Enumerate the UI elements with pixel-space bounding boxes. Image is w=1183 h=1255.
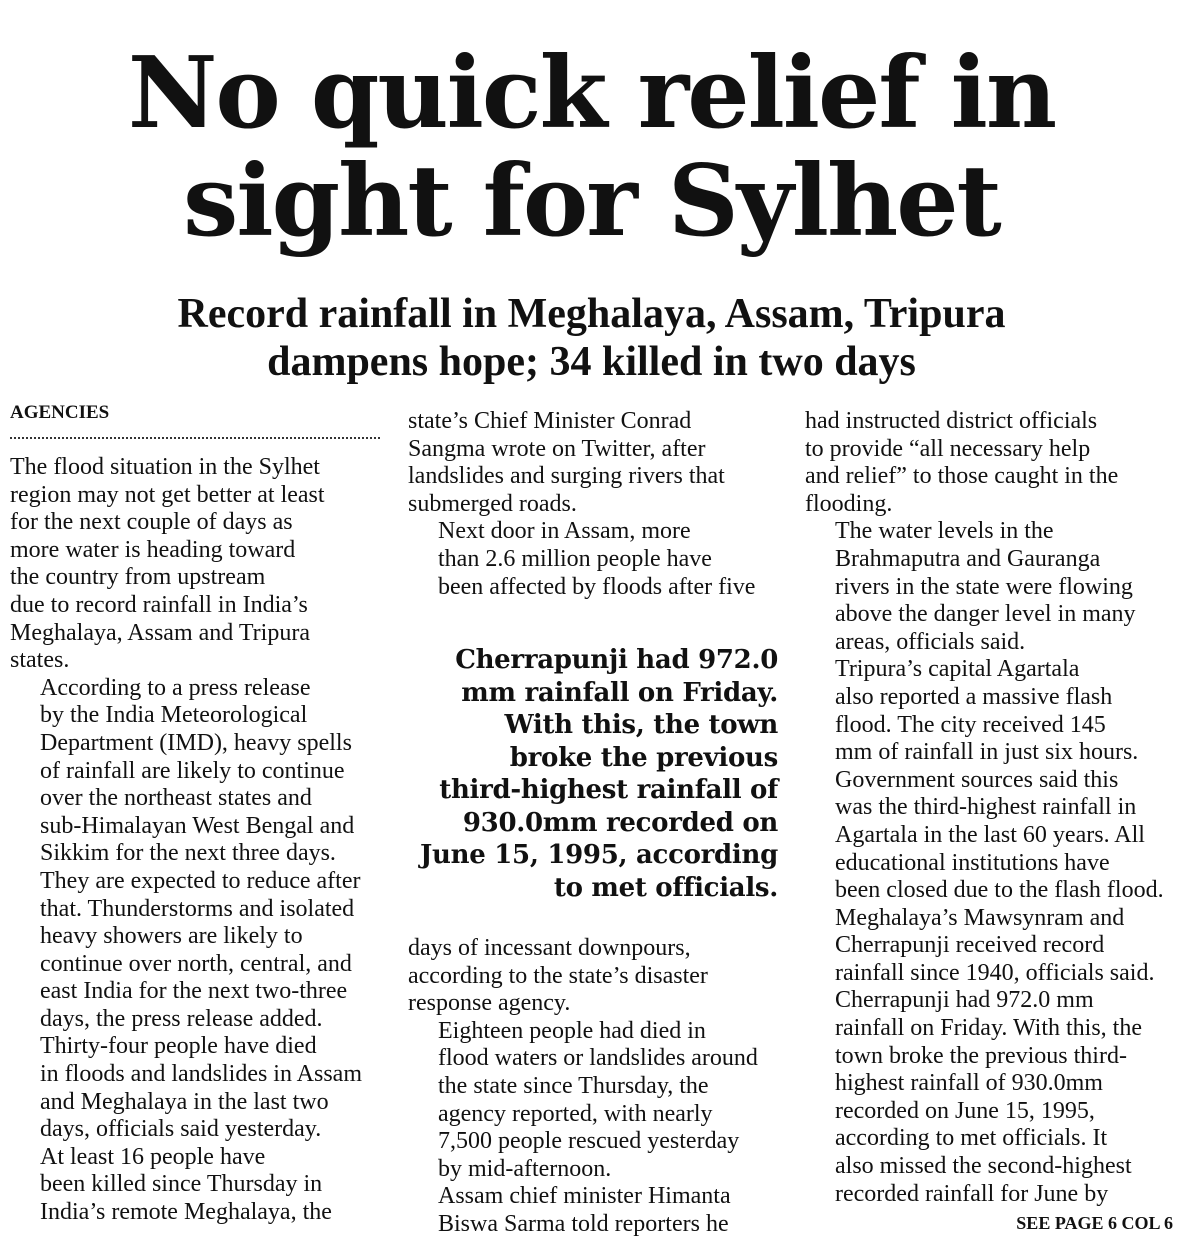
text-line: town broke the previous third- [835,1042,1127,1069]
text-line: days, the press release added. [40,1005,323,1032]
text-line: according to met officials. It [835,1125,1108,1152]
text-line: to met officials. [553,872,778,903]
text-line: flood. The city received 145 [835,711,1106,738]
text-line: flooding. [805,490,893,517]
text-line: was the third-highest rainfall in [835,794,1137,821]
text-line: Cherrapunji had 972.0 [455,645,778,675]
text-line: According to a press release [40,674,311,701]
text-line: areas, officials said. [835,628,1026,655]
text-line: The flood situation in the Sylhet [10,454,320,480]
text-line: more water is heading toward [10,536,296,563]
text-line: mm rainfall on Friday. [461,677,778,708]
text-line: and Meghalaya in the last two [40,1088,329,1115]
paragraph [805,987,1175,1208]
text-line: east India for the next two-three [40,978,348,1005]
subheadline-line: dampens hope; 34 killed in two days [267,339,916,385]
text-line: highest rainfall of 930.0mm [835,1070,1103,1097]
text-line: third-highest rainfall of [439,775,778,805]
text-line: due to record rainfall in India’s [10,591,308,618]
text-line: according to the state’s disaster [408,962,708,989]
text-line: than 2.6 million people have [438,545,712,572]
paragraph [805,408,1175,518]
text-line: 930.0mm recorded on [462,807,778,838]
text-line: heavy showers are likely to [40,923,303,950]
text-line: Meghalaya’s Mawsynram and [835,904,1125,931]
text-line: in floods and landslides in Assam [40,1061,362,1088]
text-line: that. Thunderstorms and isolated [40,895,355,922]
text-line: Department (IMD), heavy spells [40,729,352,756]
text-line: mm of rainfall in just six hours. [835,739,1139,766]
text-line: submerged roads. [408,490,577,517]
paragraph [805,656,1175,904]
byline: AGENCIES [10,402,110,423]
article-column-1 [10,454,385,1227]
text-line: the country from upstream [10,564,266,591]
text-line: rivers in the state were flowing [835,573,1133,600]
text-line: With this, the town [504,710,778,740]
article-column-3 [805,408,1175,1208]
text-line: sub-Himalayan West Bengal and [40,812,355,839]
pull-quote [400,644,778,904]
text-line: They are expected to reduce after [40,867,361,894]
text-line: by mid-afternoon. [438,1155,612,1182]
text-line: India’s remote Meghalaya, the [40,1199,332,1226]
text-line: days, officials said yesterday. [40,1116,322,1143]
paragraph [10,454,385,675]
text-line: and relief” to those caught in the [805,463,1119,490]
text-line: At least 16 people have [40,1143,266,1170]
text-line: Next door in Assam, more [438,518,691,545]
paragraph [805,518,1175,656]
text-line: Agartala in the last 60 years. All [835,821,1145,848]
text-line: of rainfall are likely to continue [40,757,345,784]
text-line: Thirty-four people have died [40,1033,317,1060]
text-line: Brahmaputra and Gauranga [835,545,1101,572]
text-line: June 15, 1995, according [420,840,778,870]
text-line: The water levels in the [835,518,1054,545]
text-line: recorded rainfall for June by [835,1180,1109,1207]
text-line: days of incessant downpours, [408,935,691,961]
text-line: recorded on June 15, 1995, [835,1097,1095,1124]
text-line: been affected by floods after five [438,573,756,600]
text-line: to provide “all necessary help [805,435,1091,462]
text-line: by the India Meteorological [40,702,308,729]
text-line: broke the previous [509,742,778,773]
subheadline-line: Record rainfall in Meghalaya, Assam, Tripura [177,291,1006,337]
text-line: agency reported, with nearly [438,1100,713,1127]
text-line: Government sources said this [835,766,1119,793]
text-line: flood waters or landslides around [438,1045,758,1072]
headline [0,36,1183,259]
text-line: states. [10,647,70,674]
text-line: been closed due to the flash flood. [835,877,1164,904]
text-line: region may not get better at least [10,481,325,508]
text-line: above the danger level in many [835,601,1136,628]
subheadline [0,290,1183,386]
text-line: state’s Chief Minister Conrad [408,408,692,434]
paragraph [408,935,788,1018]
continuation-reference[interactable]: SEE PAGE 6 COL 6 [1016,1213,1173,1233]
paragraph [408,518,788,601]
text-line: Cherrapunji had 972.0 mm [835,987,1094,1014]
text-line: educational institutions have [835,849,1110,876]
paragraph [10,1033,385,1143]
text-line: Eighteen people had died in [438,1017,706,1044]
text-line: landslides and surging rivers that [408,463,725,490]
text-line: Biswa Sarma told reporters he [438,1210,729,1237]
text-line: Sangma wrote on Twitter, after [408,435,706,462]
paragraph [10,675,385,1034]
headline-line: No quick relief in [127,36,1056,151]
text-line: 7,500 people rescued yesterday [438,1128,740,1155]
text-line: had instructed district officials [805,408,1098,434]
paragraph [10,1144,385,1227]
text-line: response agency. [408,990,571,1017]
text-line: Cherrapunji received record [835,932,1105,959]
text-line: been killed since Thursday in [40,1171,323,1198]
paragraph [805,905,1175,988]
article-column-2-bottom [408,935,788,1239]
byline-divider [10,437,380,439]
text-line: also reported a massive flash [835,683,1113,710]
paragraph [408,408,788,518]
headline-line: sight for Sylhet [183,144,1000,259]
article-column-2-top [408,408,788,601]
text-line: Meghalaya, Assam and Tripura [10,619,310,646]
paragraph [408,1183,788,1238]
text-line: the state since Thursday, the [438,1072,709,1099]
text-line: Assam chief minister Himanta [438,1183,731,1210]
text-line: rainfall on Friday. With this, the [835,1015,1142,1042]
text-line: continue over north, central, and [40,950,352,977]
text-line: over the northeast states and [40,785,312,812]
text-line: for the next couple of days as [10,509,293,536]
text-line: also missed the second-highest [835,1153,1132,1180]
text-line: rainfall since 1940, officials said. [835,959,1155,986]
paragraph [408,1018,788,1184]
text-line: Sikkim for the next three days. [40,840,336,867]
text-line: Tripura’s capital Agartala [835,656,1080,683]
